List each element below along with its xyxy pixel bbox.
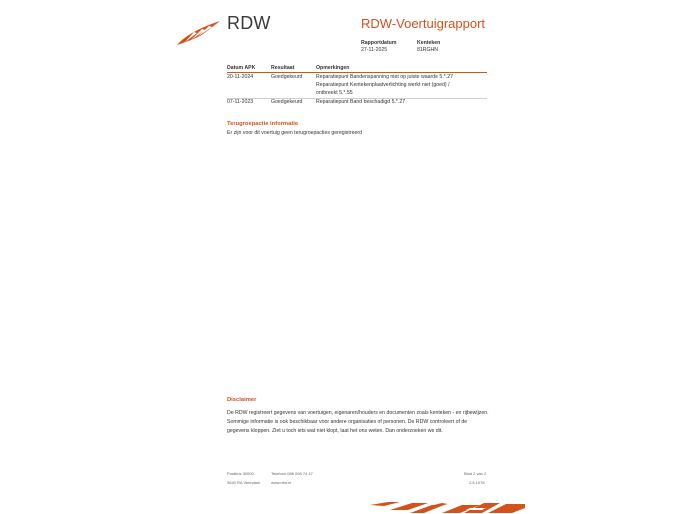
footer-code: 2.6.1078 [469,480,485,485]
terugroep-text: Er zijn voor dit voertuig geen terugroepacties geregistreerd [227,130,362,136]
footer-address: 9640 RA Veendam [227,480,261,485]
disclaimer-text: De RDW registreert gegevens van voertuigen, eigenaren/houders en documenten zoals kenteken - en rijbewijzen. Sommige informatie is ook beschikbaar voor andere organisaties of personen. De RDW controleert of de gegevens kloppen. Ziet u toch iets wat niet klopt, laat het ons weten. Dan onderzoeken we dit. [227,410,489,434]
footer-website[interactable]: www.rdw.nl [271,480,292,485]
kenteken-value: 81RGHN [417,47,439,53]
column-header-datum-apk: Datum APK [227,65,256,71]
footer-postbus: Postbus 30000 [227,471,254,476]
row-1-remark-1: Reparatiepunt Bandenspanning niet op juiste waarde 5.*.27 [316,74,453,80]
kenteken-label: Kenteken [417,40,441,46]
terugroep-title: Terugroepactie informatie [227,121,299,127]
row-2-date: 07-11-2023 [227,99,254,105]
footer-telefoon: Telefoon 088 008 74 47 [271,471,313,476]
row-1-remark-3: ontbreekt 5.*.55 [316,90,353,96]
row-2-remark-1: Reparatiepunt Band beschadigd 5.*.27 [316,99,406,105]
row-1-remark-2: Reparatiepunt Kentekenplaatverlichting werkt niet (goed) / [316,82,450,88]
brand-name: RDW [227,13,271,33]
row-1-date: 20-11-2024 [227,74,254,80]
disclaimer-title: Disclaimer [227,397,257,403]
rapportdatum-label: Rapportdatum [361,40,397,46]
rapportdatum-value: 27-11-2025 [361,47,388,53]
rdw-stripes-decoration [370,499,525,514]
column-header-opmerkingen: Opmerkingen [316,65,350,71]
row-1-result: Goedgekeurd [271,74,303,80]
footer-page-number: Blad 2 van 2 [464,471,487,476]
rdw-logo-icon [176,20,222,46]
report-title: RDW-Voertuigrapport [361,16,486,31]
row-2-result: Goedgekeurd [271,99,303,105]
column-header-resultaat: Resultaat [271,65,295,71]
